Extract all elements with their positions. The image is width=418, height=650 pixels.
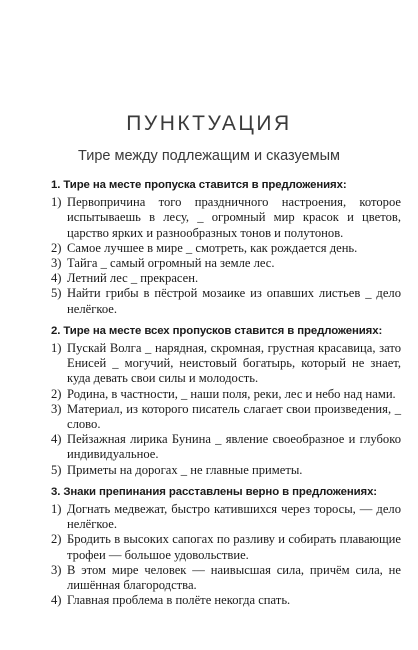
answer-option (51, 387, 401, 402)
exercise-heading: 1. Тире на месте пропуска ставится в предложениях: (51, 179, 347, 191)
answer-option (51, 432, 401, 462)
exercise-list (51, 178, 401, 615)
option-number: 3) (51, 401, 62, 416)
answer-options (51, 195, 401, 317)
option-number: 1) (51, 502, 62, 517)
option-number: 5) (51, 462, 62, 477)
option-number: 2) (51, 532, 62, 547)
page-subtitle: Тире между подлежащим и сказуемым (78, 148, 340, 164)
answer-option (51, 341, 401, 387)
page-title: ПУНКТУАЦИЯ (126, 112, 292, 135)
answer-option (51, 563, 401, 593)
exercise-1 (51, 178, 401, 317)
option-text: Главная проблема в полёте некогда спать. (67, 593, 291, 608)
answer-options (51, 341, 401, 478)
option-text: Тайга _ самый огромный на земле лес. (67, 256, 275, 271)
option-number: 4) (51, 593, 62, 608)
answer-option (51, 502, 401, 532)
option-text: Бродить в высоких сапогах по разливу и собирать плавающие трофеи — большое удовольствие. (67, 532, 401, 562)
option-number: 4) (51, 271, 62, 286)
option-text: Родина, в частности, _ наши поля, реки, лес и небо над нами. (67, 386, 396, 401)
answer-options (51, 502, 401, 608)
answer-option (51, 402, 401, 432)
option-text: Летний лес _ прекрасен. (67, 271, 199, 286)
answer-option (51, 195, 401, 241)
option-text: Первопричина того праздничного настроения, которое испытываешь в лесу, _ огромный мир красок и цветов, царство ярких и разнообразных тонов и полутонов. (67, 195, 401, 240)
answer-option (51, 241, 401, 256)
option-text: Пускай Волга _ нарядная, скромная, грустная красавица, зато Енисей _ могучий, неистовый богатырь, который не знает, куда девать свои силы и молодость. (67, 341, 401, 386)
option-number: 2) (51, 240, 62, 255)
option-number: 1) (51, 341, 62, 356)
exercise-heading: 3. Знаки препинания расставлены верно в предложениях: (51, 485, 377, 498)
option-number: 1) (51, 195, 62, 210)
exercise-heading: 2. Тире на месте всех пропусков ставится в предложениях: (51, 324, 383, 337)
answer-option (51, 256, 401, 271)
option-text: Приметы на дорогах _ не главные приметы. (67, 462, 303, 477)
option-text: Материал, из которого писатель слагает свои произведения, _ слово. (67, 401, 401, 432)
option-number: 2) (51, 386, 62, 401)
option-text: Самое лучшее в мире _ смотреть, как рождается день. (67, 240, 358, 255)
option-number: 5) (51, 286, 62, 301)
option-number: 3) (51, 256, 62, 271)
option-text: Догнать медвежат, быстро катившихся через торосы, — дело нелёгкое. (67, 502, 401, 532)
option-text: Найти грибы в пёстрой мозаике из опавших листьев _ дело нелёгкое. (67, 286, 401, 316)
answer-option (51, 286, 401, 316)
option-text: Пейзажная лирика Бунина _ явление своеобразное и глубоко индивидуальное. (67, 432, 401, 462)
answer-option (51, 593, 401, 608)
exercise-2 (51, 324, 401, 478)
option-number: 3) (51, 562, 62, 577)
exercise-3 (51, 485, 401, 609)
option-text: В этом мире человек — наивысшая сила, причём сила, не лишённая благородства. (67, 562, 401, 593)
answer-option (51, 532, 401, 562)
option-number: 4) (51, 432, 62, 447)
answer-option (51, 463, 401, 478)
answer-option (51, 271, 401, 286)
